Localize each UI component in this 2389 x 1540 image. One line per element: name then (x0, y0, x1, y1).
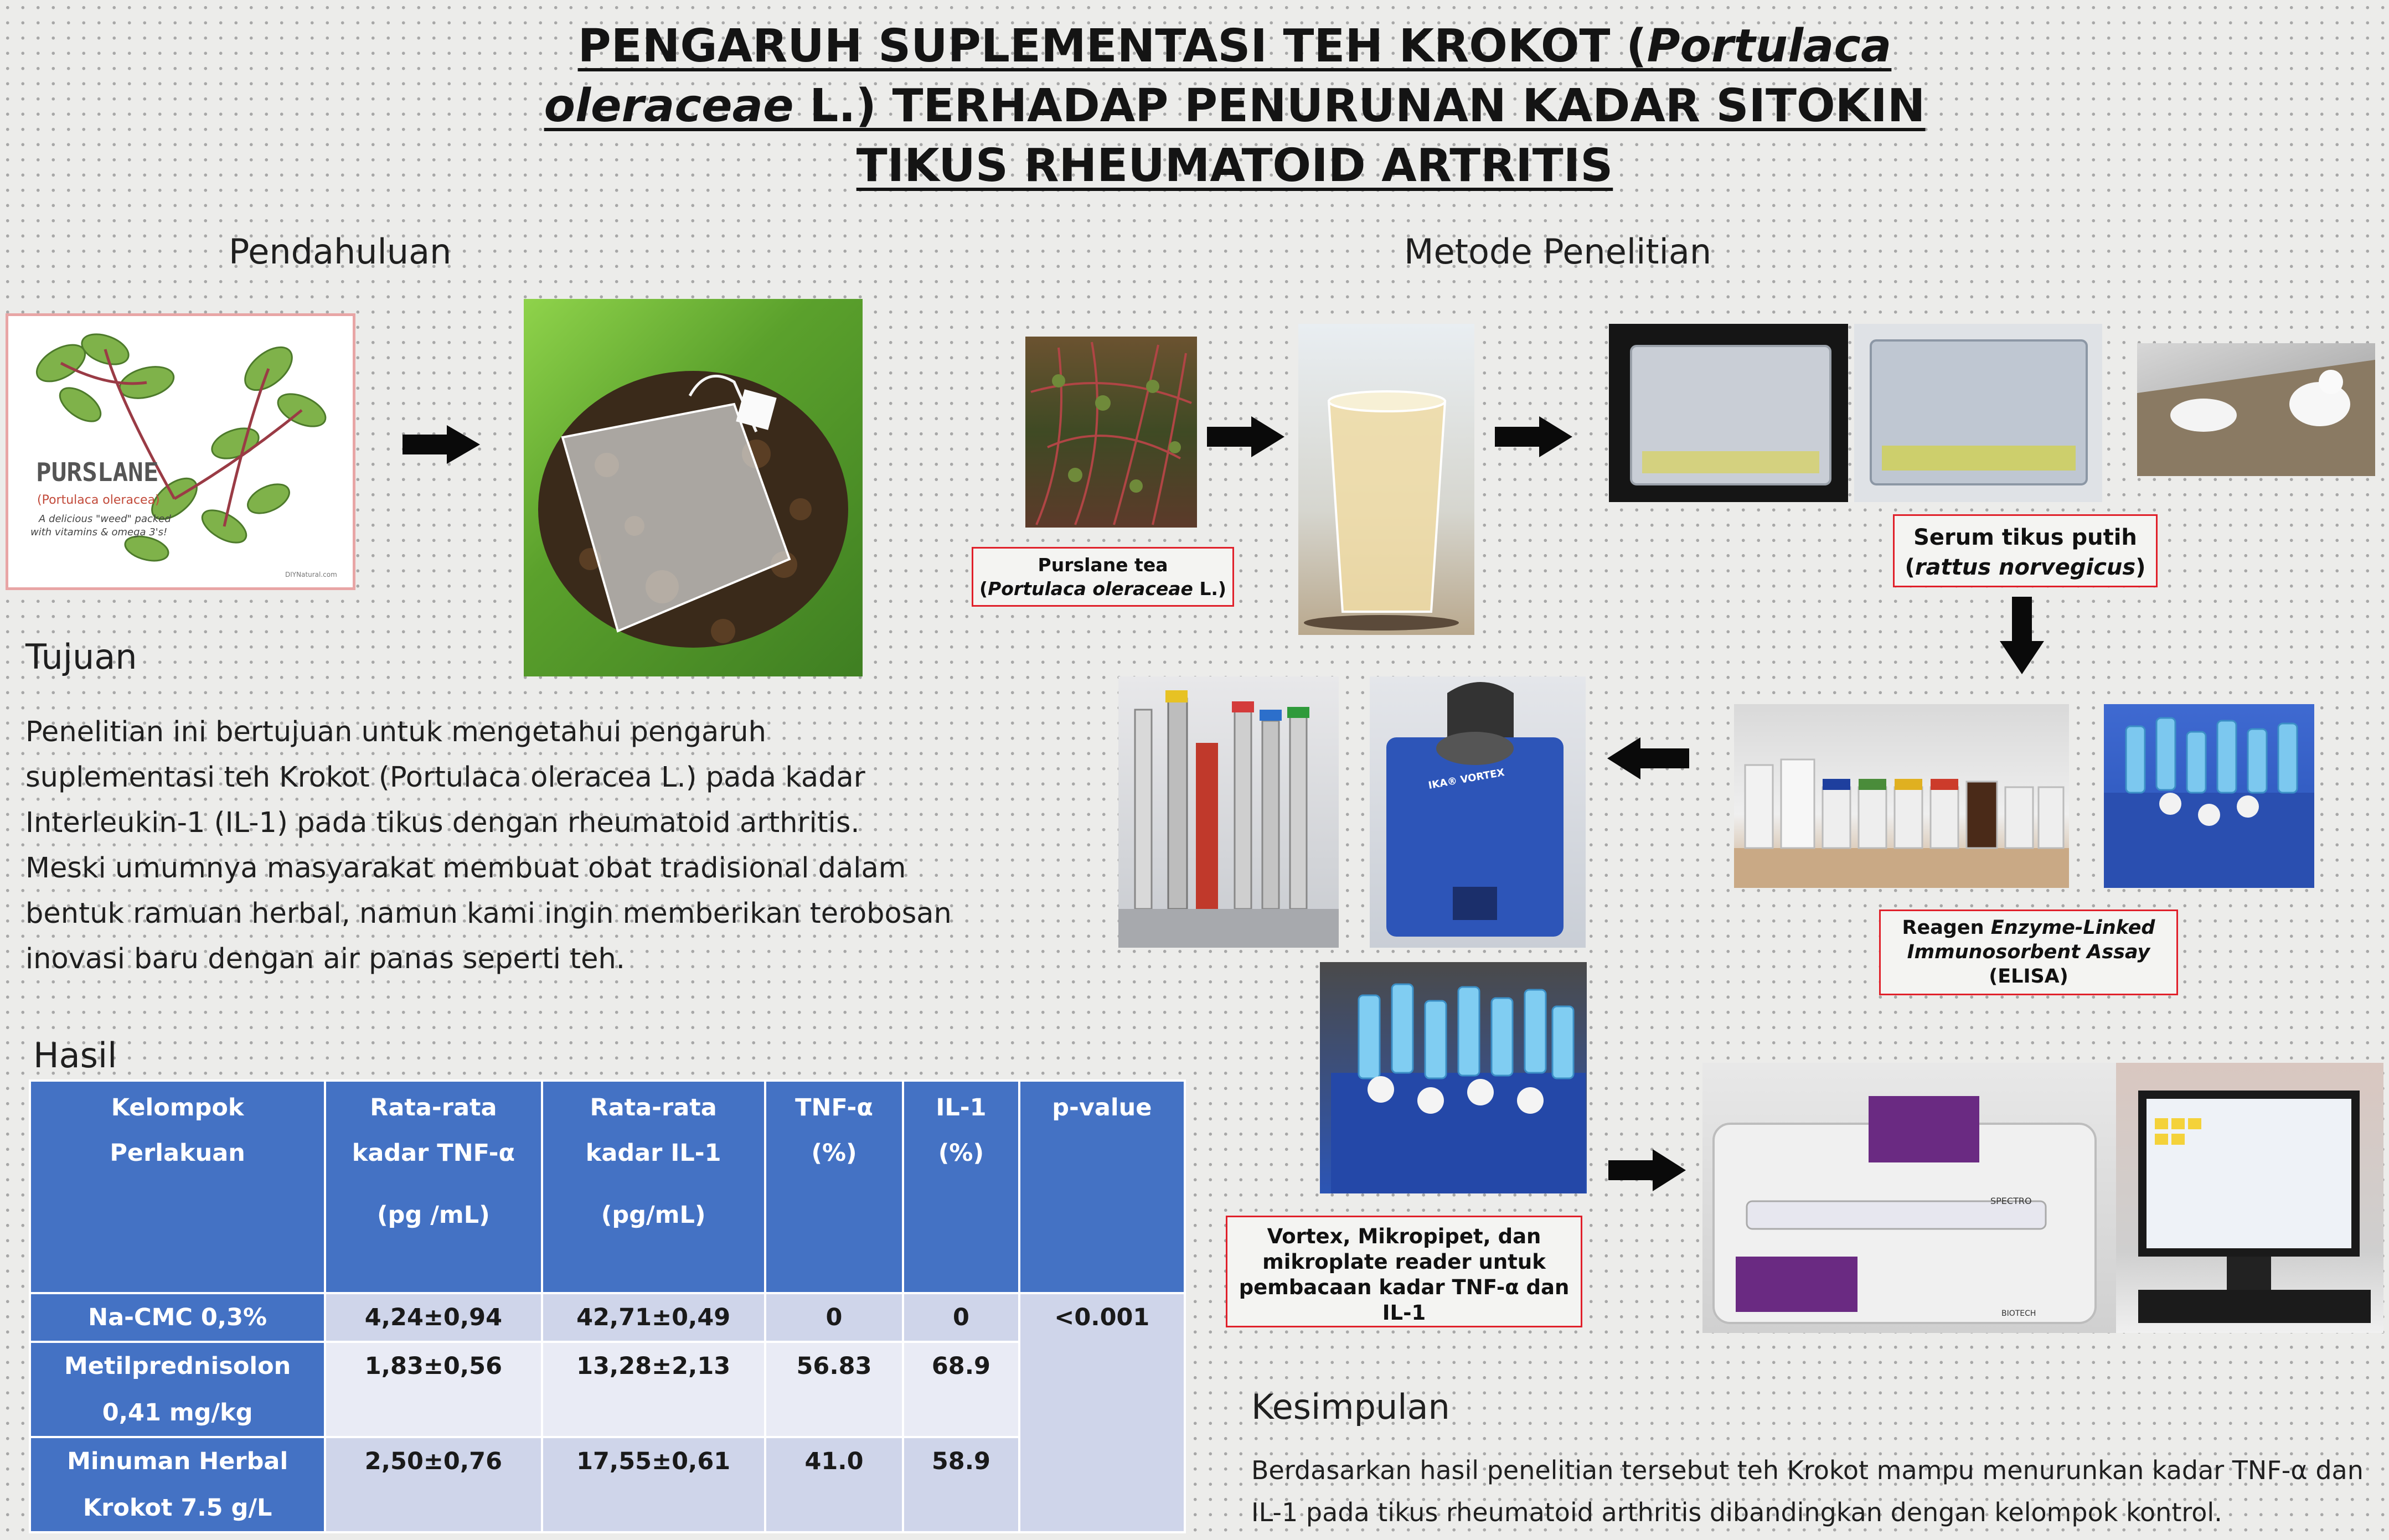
heading-pendahuluan: Pendahuluan (229, 231, 452, 272)
cell-il1: 17,55±0,61 (542, 1437, 765, 1532)
cell-group: Na-CMC 0,3% (30, 1293, 325, 1342)
results-table (29, 1079, 1186, 1533)
tujuan-line: bentuk ramuan herbal, namun kami ingin memberikan terobosan (25, 897, 952, 930)
arrow-right-icon (403, 425, 480, 464)
tea-cup-photo (1298, 324, 1474, 635)
arrow-right-icon (1207, 416, 1284, 457)
cell-tnf: 2,50±0,76 (325, 1437, 541, 1532)
cell-tnf-pct: 56.83 (765, 1342, 903, 1437)
purslane-tagline-2: with vitamins & omega 3's! (30, 526, 168, 538)
purslane-plants-photo (1025, 337, 1197, 528)
elisa-plate-photo-2 (1854, 324, 2102, 502)
tujuan-line: suplementasi teh Krokot (Portulaca oleracea L.) pada kadar (25, 761, 865, 794)
heading-tujuan: Tujuan (25, 637, 137, 677)
table-header-row (30, 1081, 1185, 1293)
caption-vortex-micropipette: Vortex, Mikropipet, dan mikroplate reader untuk pembacaan kadar TNF-α dan IL-1 (1226, 1216, 1582, 1327)
cell-il1: 13,28±2,13 (542, 1342, 765, 1437)
tube-rack-photo-2 (1320, 962, 1587, 1193)
tujuan-paragraph (25, 710, 978, 982)
cell-tnf: 4,24±0,94 (325, 1293, 541, 1342)
tujuan-line: Penelitian ini bertujuan untuk mengetahui pengaruh (25, 716, 766, 748)
kesimpulan-line: Berdasarkan hasil penelitian tersebut teh Krokot mampu menurunkan kadar TNF-α dan (1251, 1455, 2364, 1485)
caption-purslane-tea: Purslane tea (Portulaca oleraceae L.) (972, 547, 1234, 607)
cell-il1-pct: 68.9 (903, 1342, 1019, 1437)
purslane-card-image (6, 313, 355, 590)
cell-tnf: 1,83±0,56 (325, 1342, 541, 1437)
cell-il1-pct: 58.9 (903, 1437, 1019, 1532)
header-tnf-pct: TNF-α (%) (765, 1081, 903, 1293)
header-tnf: Rata-rata kadar TNF-α (pg /mL) (325, 1081, 541, 1293)
purslane-latin: (Portulaca oleracea) (37, 493, 160, 507)
cell-il1-pct: 0 (903, 1293, 1019, 1342)
table-row (30, 1293, 1185, 1342)
purslane-tagline-1: A delicious "weed" packed (39, 513, 171, 525)
caption-serum: Serum tikus putih (rattus norvegicus) (1893, 514, 2158, 587)
header-il1: Rata-rata kadar IL-1 (pg/mL) (542, 1081, 765, 1293)
tujuan-line: Meski umumnya masyarakat membuat obat tradisional dalam (25, 852, 906, 885)
header-p-value: p-value (1019, 1081, 1185, 1293)
cell-group: Minuman Herbal Krokot 7.5 g/L (30, 1437, 325, 1532)
tea-bag-photo (524, 299, 863, 676)
cell-il1: 42,71±0,49 (542, 1293, 765, 1342)
arrow-right-icon (1608, 1149, 1686, 1191)
cell-p-value: <0.001 (1019, 1293, 1185, 1532)
kesimpulan-line: IL-1 pada tikus rheumatoid arthritis dibandingkan dengan kelompok kontrol. (1251, 1497, 2222, 1527)
cell-group: Metilprednisolon 0,41 mg/kg (30, 1342, 325, 1437)
header-kelompok: Kelompok Perlakuan (30, 1081, 325, 1293)
vortex-label: IKA® VORTEX (1427, 767, 1506, 792)
cell-tnf-pct: 41.0 (765, 1437, 903, 1532)
spectro-brand: BIOTECH (2001, 1309, 2036, 1318)
purslane-brand: PURSLANE (36, 457, 159, 487)
microplate-reader-photo (1702, 1063, 2117, 1333)
heading-hasil: Hasil (33, 1035, 117, 1076)
caption-elisa-reagent: Reagen Enzyme-Linked Immunosorbent Assay (ELISA) (1879, 909, 2178, 995)
poster-title: PENGARUH SUPLEMENTASI TEH KROKOT (Portulaca oleraceae L.) TERHADAP PENURUNAN KADAR SITOKIN TIKUS RHEUMATOID ARTRITIS (544, 20, 1926, 192)
arrow-left-icon (1607, 737, 1689, 779)
tube-rack-photo-1 (2104, 704, 2314, 888)
elisa-reagent-photo (1734, 704, 2069, 888)
purslane-credit: DIYNatural.com (285, 571, 337, 578)
computer-monitor-photo (2116, 1063, 2383, 1333)
tujuan-line: Interleukin-1 (IL-1) pada tikus dengan rheumatoid arthritis. (25, 807, 860, 839)
rats-photo (2137, 343, 2375, 476)
table-row (30, 1437, 1185, 1532)
vortex-photo (1370, 676, 1586, 948)
heading-kesimpulan: Kesimpulan (1251, 1387, 1450, 1427)
header-il1-pct: IL-1 (%) (903, 1081, 1019, 1293)
arrow-right-icon (1495, 416, 1572, 457)
heading-metode: Metode Penelitian (1404, 231, 1712, 272)
elisa-plate-photo-1 (1609, 324, 1848, 502)
spectro-label: SPECTRO (1990, 1196, 2032, 1206)
table-row (30, 1342, 1185, 1437)
cell-tnf-pct: 0 (765, 1293, 903, 1342)
arrow-down-icon (2000, 597, 2044, 674)
micropipette-photo (1118, 676, 1339, 948)
kesimpulan-paragraph (1251, 1449, 2381, 1533)
tujuan-line: inovasi baru dengan air panas seperti teh. (25, 943, 625, 975)
